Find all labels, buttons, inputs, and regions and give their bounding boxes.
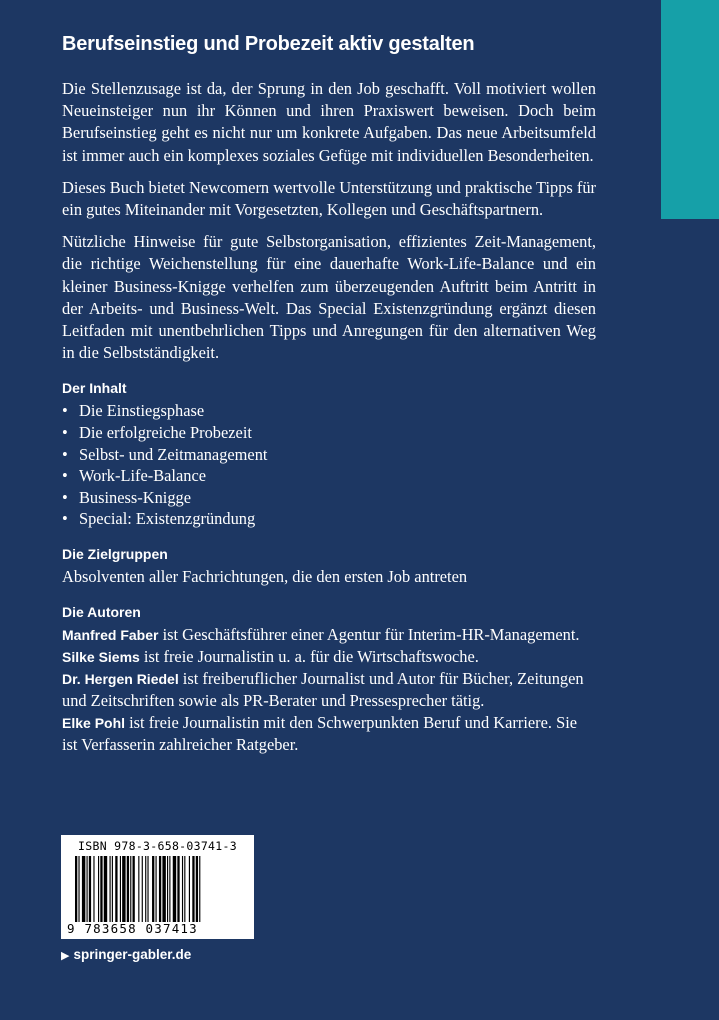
barcode-bar [75,856,77,922]
barcode-bar [177,856,179,922]
author-name: Dr. Hergen Riedel [62,671,179,687]
list-item: • Work-Life-Balance [62,465,596,487]
isbn-label: ISBN 978-3-658-03741-3 [78,839,237,853]
barcode-bar [142,856,143,922]
barcode-bar [98,856,99,922]
barcode-bar [184,856,185,922]
website-link[interactable] [61,946,191,965]
list-item: • Selbst- und Zeitmanagement [62,444,596,466]
offer-paragraph: Dieses Buch bietet Newcomern wertvolle Unterstützung und praktische Tipps für ein gutes Miteinander mit Vorgesetzten, Kollegen und Geschäftspartnern. [62,177,596,220]
barcode-bar [120,856,121,922]
back-cover-text [62,30,596,756]
list-item: • Special: Existenzgründung [62,508,596,530]
barcode-bar [145,856,146,922]
barcode-bar [82,856,85,922]
list-item: • Business-Knigge [62,487,596,509]
barcode-bar [189,856,190,922]
barcode-bar [87,856,88,922]
barcode-digits: 9 783658 037413 [67,921,198,936]
barcode-bar [89,856,91,922]
teal-accent-tab [661,0,719,219]
barcode-bar [167,856,168,922]
barcode-bar [173,856,176,922]
author-name: Elke Pohl [62,715,126,731]
barcode-bar [130,856,131,922]
website-url: springer-gabler.de [73,947,192,962]
barcode-bar [162,856,165,922]
list-item: • Die Einstiegsphase [62,400,596,422]
barcode-bar [104,856,107,922]
author-entry [62,668,596,712]
inhalt-list [62,400,596,530]
barcode-bar [156,856,157,922]
barcode-bar [192,856,194,922]
authors-list [62,624,596,756]
author-entry [62,712,596,756]
author-name: Manfred Faber [62,627,159,643]
zielgruppen-text: Absolventen aller Fachrichtungen, die den ersten Job antreten [62,567,468,586]
isbn-barcode [61,835,254,939]
author-bio: ist freie Journalistin mit den Schwerpunkten Beruf und Karriere. Sie ist Verfasserin zahlreicher Ratgeber. [62,713,578,754]
barcode-bar [127,856,129,922]
author-entry [62,646,596,668]
author-bio: ist Geschäftsführer einer Agentur für Interim-HR-Management. [158,625,580,644]
barcode-bar [133,856,135,922]
barcode-bar [152,856,154,922]
barcode-bar [115,856,117,922]
barcode-bars [75,856,241,922]
barcode-bar [93,856,94,922]
barcode-bar [100,856,102,922]
barcode-bar [196,856,198,922]
hints-paragraph: Nützliche Hinweise für gute Selbstorganisation, effizientes Zeit-Management, die richtige Weichenstellung für eine dauerhafte Work-Life-Balance und ein kleiner Business-Knigge verhelfen zum überzeugenden Auftritt beim Antritt in der Arbeits- und Business-Welt. Das Special Existenzgründung ergänzt diesen Leitfaden mit unentbehrlichen Tipps und Anregungen für den alternativen Weg in die Selbstständigkeit. [62,232,596,363]
barcode-bar [78,856,79,922]
author-bio: ist freie Journalistin u. a. für die Wirtschaftswoche. [139,647,479,666]
barcode-bar [147,856,148,922]
headline: Berufseinstieg und Probezeit aktiv gestalten [62,33,475,55]
author-bio: ist freiberuflicher Journalist und Autor für Bücher, Zeitungen und Zeitschriften sowie als PR-Berater und Pressesprecher tätig. [62,669,584,710]
author-name: Silke Siems [62,649,140,665]
barcode-bar [122,856,125,922]
barcode-bar [182,856,183,922]
barcode-bar [112,856,113,922]
barcode-bar [199,856,200,922]
barcode-bar [169,856,170,922]
barcode-bar [110,856,111,922]
list-item: • Die erfolgreiche Probezeit [62,422,596,444]
zielgruppen-heading: Die Zielgruppen [62,546,168,562]
autoren-heading: Die Autoren [62,604,141,620]
intro-paragraph: Die Stellenzusage ist da, der Sprung in den Job geschafft. Voll motiviert wollen Neueinsteiger nun ihr Können und ihren Praxiswert beweisen. Doch beim Berufseinstieg geht es nicht nur um konkrete Aufgaben. Das neue Arbeitsumfeld ist immer auch ein komplexes soziales Gefüge mit individuellen Besonderheiten. [62,79,596,165]
author-entry [62,624,596,646]
barcode-bar [159,856,161,922]
barcode-bar [138,856,139,922]
play-arrow-icon: ▶ [61,950,70,962]
inhalt-heading: Der Inhalt [62,380,127,397]
